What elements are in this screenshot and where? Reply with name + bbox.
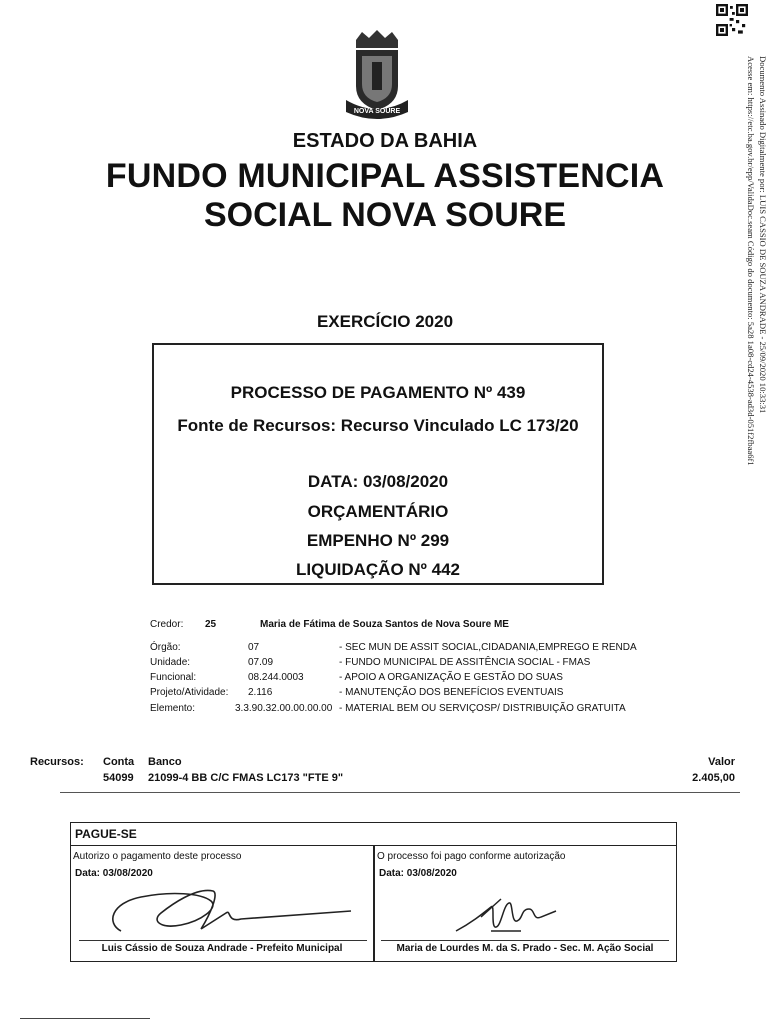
detail-code-projeto: 2.116	[248, 687, 273, 698]
recursos-label: Recursos:	[30, 756, 84, 768]
secretary-signature	[451, 895, 561, 941]
side-stamp-line1: Documento Assinado Digitalmente por: LUIS CASSIO DE SOUZA ANDRADE - 25/09/2020 10:33:31	[758, 56, 768, 414]
banco-value: 21099-4 BB C/C FMAS LC173 "FTE 9"	[148, 772, 344, 784]
coat-of-arms-label: NOVA SOURE	[353, 108, 401, 115]
detail-desc-unidade: - FUNDO MUNICIPAL DE ASSITÊNCIA SOCIAL - FMAS	[339, 657, 591, 668]
banco-header: Banco	[148, 756, 182, 768]
conta-header: Conta	[103, 756, 135, 768]
detail-desc-orgao: - SEC MUN DE ASSIT SOCIAL,CIDADANIA,EMPREGO E RENDA	[339, 642, 637, 653]
empenho-number: EMPENHO Nº 299	[306, 531, 450, 550]
divider	[60, 792, 740, 793]
liquidacao-number: LIQUIDAÇÃO Nº 442	[296, 560, 460, 579]
credor-label: Credor:	[150, 619, 184, 630]
side-stamp-line2: Acesse em: https://etc.ba.gov.br/epp/ValidaDoc.seam Código do documento: 5a28 1a08-cd24-4538-ad3d-051f2fbaa6f1	[746, 56, 756, 466]
credor-code: 25	[205, 619, 217, 630]
pague-se-header	[71, 823, 676, 846]
resource-source: Fonte de Recursos: Recurso Vinculado LC 173/20	[177, 416, 579, 435]
fund-title-line1: FUNDO MUNICIPAL ASSISTENCIA	[105, 157, 665, 195]
detail-label-projeto: Projeto/Atividade:	[150, 687, 229, 698]
detail-label-elemento: Elemento:	[150, 703, 196, 714]
qr-code	[716, 4, 748, 36]
authorize-text: Autorizo o pagamento deste processo	[73, 851, 242, 862]
credor-name: Maria de Fátima de Souza Santos de Nova Soure ME	[260, 619, 509, 630]
detail-code-unidade: 07.09	[248, 657, 274, 668]
detail-desc-funcional: - APOIO A ORGANIZAÇÃO E GESTÃO DO SUAS	[339, 672, 563, 683]
mayor-signer: Luis Cássio de Souza Andrade - Prefeito Municipal	[101, 943, 343, 954]
exercise-year: EXERCÍCIO 2020	[316, 312, 454, 331]
detail-label-funcional: Funcional:	[150, 672, 197, 683]
fund-title-line2: SOCIAL NOVA SOURE	[203, 196, 567, 234]
pague-se-table	[70, 822, 677, 962]
detail-code-orgao: 07	[248, 642, 260, 653]
conta-value: 54099	[103, 772, 134, 784]
page-edge-mark	[20, 1018, 150, 1019]
paid-text: O processo foi pago conforme autorização	[377, 851, 566, 862]
process-box	[152, 343, 604, 585]
detail-desc-projeto: - MANUTENÇÃO DOS BENEFÍCIOS EVENTUAIS	[339, 687, 564, 698]
detail-code-elemento: 3.3.90.32.00.00.00.00	[235, 703, 333, 714]
pague-se-title: PAGUE-SE	[75, 827, 137, 841]
process-date: DATA: 03/08/2020	[307, 472, 449, 491]
authorize-date: Data: 03/08/2020	[75, 868, 153, 879]
mayor-signature	[101, 883, 361, 941]
mayor-signature-line	[79, 940, 367, 941]
paid-date: Data: 03/08/2020	[379, 868, 457, 879]
valor-value: 2.405,00	[692, 772, 735, 784]
secretary-signer: Maria de Lourdes M. da S. Prado - Sec. M. Ação Social	[396, 943, 654, 954]
valor-header: Valor	[708, 756, 735, 768]
detail-label-unidade: Unidade:	[150, 657, 191, 668]
secretary-signature-line	[381, 940, 669, 941]
detail-label-orgao: Órgão:	[150, 642, 181, 653]
detail-desc-elemento: - MATERIAL BEM OU SERVIÇOSP/ DISTRIBUIÇÃO GRATUITA	[339, 703, 626, 714]
state-heading: ESTADO DA BAHIA	[292, 130, 478, 152]
coat-of-arms-logo	[342, 30, 412, 122]
process-number: PROCESSO DE PAGAMENTO Nº 439	[230, 383, 526, 402]
budget-type: ORÇAMENTÁRIO	[307, 502, 449, 521]
detail-code-funcional: 08.244.0003	[248, 672, 304, 683]
